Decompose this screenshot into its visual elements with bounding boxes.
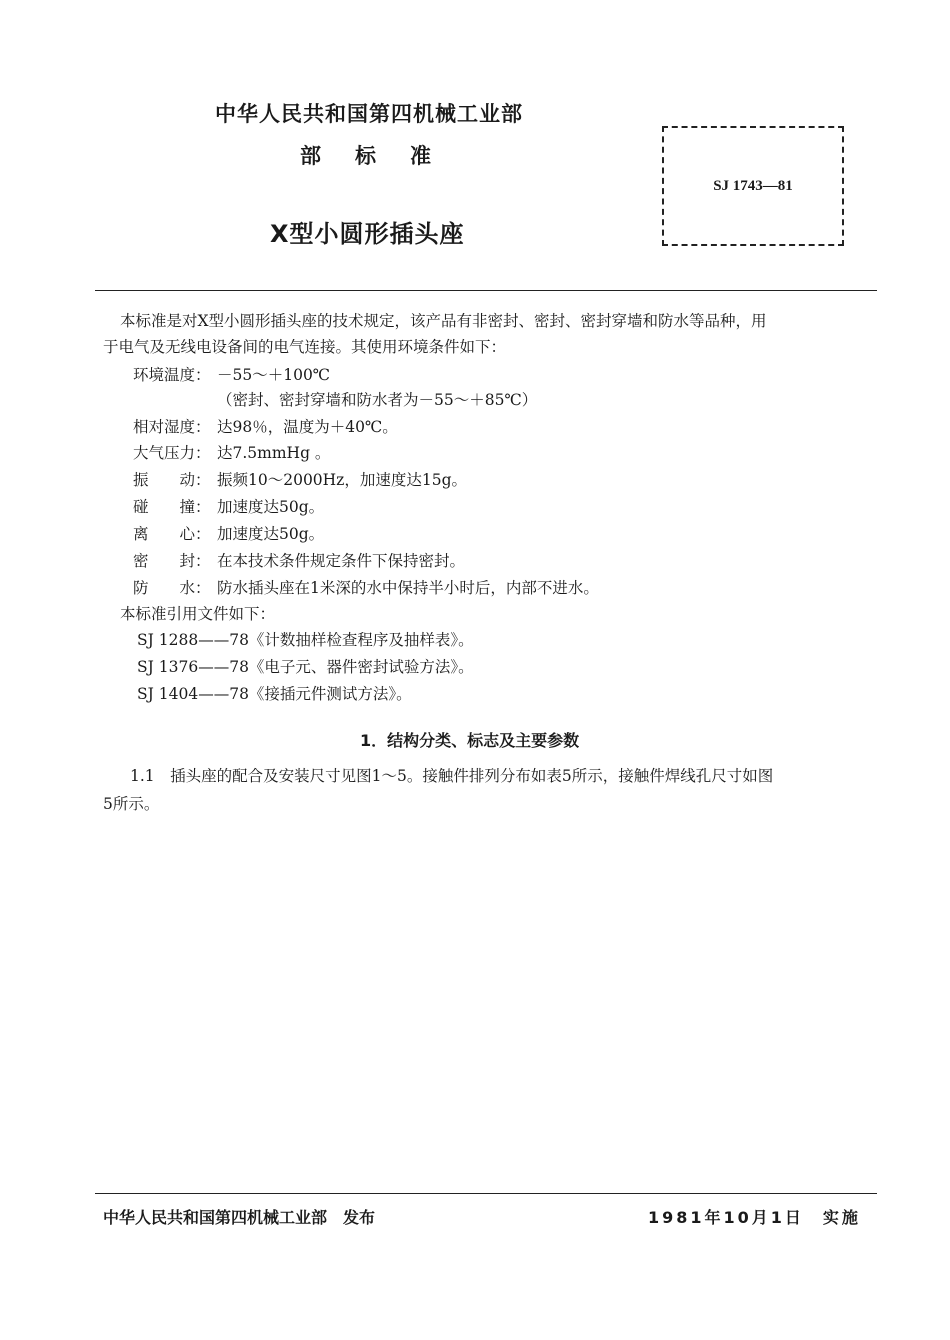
condition-label: 碰 撞：	[133, 498, 211, 516]
section-heading: 1．结构分类、标志及主要参数	[360, 731, 580, 750]
condition-value: 防水插头座在1米深的水中保持半小时后，内部不进水。	[217, 579, 599, 597]
condition-value: 在本技术条件规定条件下保持密封。	[217, 552, 466, 570]
condition-label: 密 封：	[133, 552, 211, 570]
document-title: X型小圆形插头座	[270, 220, 465, 248]
condition-collision	[133, 496, 324, 518]
reference-item: SJ 1376——78《电子元、器件密封试验方法》。	[137, 658, 474, 676]
condition-value: 达7.5mmHg 。	[217, 444, 331, 462]
condition-centrifugal	[133, 523, 324, 545]
condition-seal	[133, 550, 465, 572]
condition-temperature-note: （密封、密封穿墙和防水者为－55～＋85℃）	[217, 391, 538, 409]
condition-humidity	[133, 416, 398, 438]
section-paragraph-line-2: 5所示。	[103, 795, 160, 813]
footer-date: 1981年10月1日 实施	[648, 1208, 861, 1227]
condition-value: 加速度达50g。	[217, 525, 325, 543]
standard-type: 部标准	[300, 144, 465, 168]
condition-value: －55～＋100℃	[217, 366, 331, 384]
condition-label: 防 水：	[133, 579, 211, 597]
condition-label: 相对湿度：	[133, 418, 211, 436]
condition-value: 达98％，温度为＋40℃。	[217, 418, 398, 436]
condition-temperature	[133, 364, 330, 386]
footer-divider	[95, 1193, 877, 1194]
section-paragraph-line-1: 1.1 插头座的配合及安装尺寸见图1～5。接触件排列分布如表5所示，接触件焊线孔尺寸如图	[130, 767, 774, 785]
intro-line-1: 本标准是对X型小圆形插头座的技术规定，该产品有非密封、密封、密封穿墙和防水等品种，用	[120, 312, 767, 330]
footer-publisher: 中华人民共和国第四机械工业部 发布	[103, 1208, 376, 1227]
condition-value: 加速度达50g。	[217, 498, 325, 516]
ministry-name: 中华人民共和国第四机械工业部	[215, 102, 523, 126]
condition-label: 环境温度：	[133, 366, 211, 384]
reference-item: SJ 1288——78《计数抽样检查程序及抽样表》。	[137, 631, 474, 649]
intro-line-2: 于电气及无线电设备间的电气连接。其使用环境条件如下：	[103, 338, 507, 356]
condition-value: 振频10～2000Hz，加速度达15g。	[217, 471, 467, 489]
standard-code: SJ 1743—81	[713, 177, 793, 194]
condition-vibration	[133, 469, 467, 491]
header-divider	[95, 290, 877, 291]
reference-item: SJ 1404——78《接插元件测试方法》。	[137, 685, 412, 703]
references-intro: 本标准引用文件如下：	[120, 605, 276, 623]
condition-waterproof	[133, 577, 599, 599]
condition-label: 振 动：	[133, 471, 211, 489]
condition-label: 离 心：	[133, 525, 211, 543]
condition-label: 大气压力：	[133, 444, 211, 462]
standard-code-box	[662, 126, 844, 246]
condition-pressure	[133, 442, 330, 464]
